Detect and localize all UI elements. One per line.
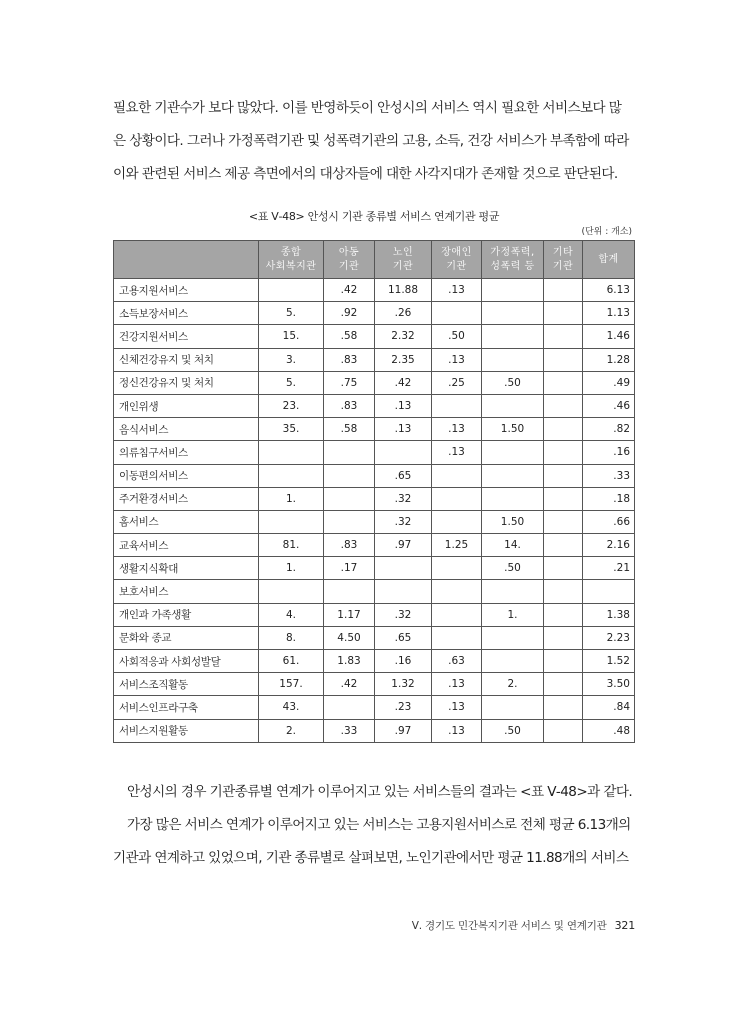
row-label-cell: 고용지원서비스 [114,279,259,302]
table-row [114,371,635,394]
table-cell: 2. [482,673,544,696]
table-cell: 1.50 [482,418,544,441]
table-cell: .42 [324,279,375,302]
table-cell [544,441,583,464]
row-label-cell: 건강지원서비스 [114,325,259,348]
row-label-cell: 개인위생 [114,394,259,417]
column-header [375,241,432,279]
table-cell: .66 [583,510,635,533]
table-row [114,719,635,742]
table-cell: 1.17 [324,603,375,626]
table-cell: .50 [482,557,544,580]
table-caption: <표 Ⅴ-48> 안성시 기관 종류별 서비스 연계기관 평균 [248,210,500,223]
table-cell: .17 [324,557,375,580]
table-cell [544,534,583,557]
table-cell [544,510,583,533]
table-cell: 61. [259,650,324,673]
table-cell: .65 [375,626,432,649]
table-cell [544,464,583,487]
table-cell: 1.83 [324,650,375,673]
table-cell [324,580,375,603]
table-row [114,673,635,696]
table-cell: 11.88 [375,279,432,302]
table-cell: .16 [375,650,432,673]
table-cell: .21 [583,557,635,580]
column-header-line2: 기관 [392,260,414,272]
table-unit-label: (단위 : 개소) [581,227,632,237]
table-cell [482,302,544,325]
row-label-cell: 교육서비스 [114,534,259,557]
table-cell [482,650,544,673]
column-header-line1: 장애인 [441,246,472,258]
table-cell [544,696,583,719]
table-cell: 2. [259,719,324,742]
table-cell [259,510,324,533]
table-row [114,418,635,441]
table-cell: .33 [324,719,375,742]
table-cell [432,603,482,626]
table-cell: .32 [375,510,432,533]
table-cell [482,696,544,719]
table-cell: 1.38 [583,603,635,626]
table-cell: 1.50 [482,510,544,533]
table-cell [544,719,583,742]
table-cell [544,626,583,649]
table-cell [259,279,324,302]
table-row [114,487,635,510]
table-cell: .13 [432,719,482,742]
row-label-cell: 의류침구서비스 [114,441,259,464]
table-cell: 2.23 [583,626,635,649]
table-cell: 15. [259,325,324,348]
table-cell: .23 [375,696,432,719]
column-header [259,241,324,279]
table-cell: 1.25 [432,534,482,557]
table-cell [482,325,544,348]
text-line: 안성시의 경우 기관종류별 연계가 이루어지고 있는 서비스들의 결과는 <표 Ⅴ-48>과 같다. [127,784,633,800]
table-cell: .13 [432,441,482,464]
table-cell: 81. [259,534,324,557]
table-cell: .13 [432,696,482,719]
table-cell [324,510,375,533]
column-header-line2: 사회복지관 [265,260,317,272]
table-cell: .48 [583,719,635,742]
table-cell: 3. [259,348,324,371]
row-label-cell: 정신건강유지 및 처치 [114,371,259,394]
table-cell: .32 [375,603,432,626]
row-label-cell: 서비스조직활동 [114,673,259,696]
table-cell: 4.50 [324,626,375,649]
table-cell [482,626,544,649]
table-cell: .42 [375,371,432,394]
table-cell: 157. [259,673,324,696]
table-cell [432,464,482,487]
table-cell [375,580,432,603]
column-header-line1: 종합 [280,246,302,258]
table-cell: .82 [583,418,635,441]
text-line: 기관과 연계하고 있었으며, 기관 종류별로 살펴보면, 노인기관에서만 평균 11.88개의 서비스 [113,850,629,866]
table-row [114,557,635,580]
row-label-cell: 생활지식확대 [114,557,259,580]
table-cell [482,487,544,510]
column-header [114,241,259,279]
table-cell: 1. [259,557,324,580]
table-cell: .13 [375,418,432,441]
table-cell: 35. [259,418,324,441]
table-cell: .26 [375,302,432,325]
table-cell [432,580,482,603]
table-cell [544,673,583,696]
table-cell: .65 [375,464,432,487]
table-cell [544,325,583,348]
table-cell [544,603,583,626]
table-cell: .13 [375,394,432,417]
column-header [544,241,583,279]
table-cell [324,464,375,487]
body-paragraph-bottom [113,776,635,875]
table-cell [432,487,482,510]
table-cell: .84 [583,696,635,719]
footer-section-title: Ⅴ. 경기도 민간복지기관 서비스 및 연계기관 [411,920,607,932]
table-cell: .92 [324,302,375,325]
table-body [114,279,635,743]
row-label-cell: 이동편의서비스 [114,464,259,487]
text-line: 가장 많은 서비스 연계가 이루어지고 있는 서비스는 고용지원서비스로 전체 평균 6.13개의 [127,817,631,833]
table-cell [544,650,583,673]
table-cell: 1. [259,487,324,510]
table-row [114,441,635,464]
table-cell: 6.13 [583,279,635,302]
table-cell: 2.16 [583,534,635,557]
table-cell [482,441,544,464]
table-cell [544,371,583,394]
table-cell: .58 [324,418,375,441]
table-cell [259,441,324,464]
table-cell: .13 [432,418,482,441]
column-header-line2: 기관 [446,260,467,272]
table-cell: 3.50 [583,673,635,696]
table-cell: .83 [324,394,375,417]
column-header [482,241,544,279]
table-cell [544,394,583,417]
column-header-line1: 합계 [598,253,619,265]
table-cell: .32 [375,487,432,510]
table-cell [375,557,432,580]
page-number: 321 [614,919,635,932]
row-label-cell: 서비스지원활동 [114,719,259,742]
table-cell [544,580,583,603]
table-cell: .25 [432,371,482,394]
table-row [114,348,635,371]
table-cell: .33 [583,464,635,487]
row-label-cell: 소득보장서비스 [114,302,259,325]
table-row [114,696,635,719]
table-cell: .83 [324,348,375,371]
table-row [114,580,635,603]
table-cell [482,348,544,371]
table-cell: .83 [324,534,375,557]
row-label-cell: 사회적응과 사회성발달 [114,650,259,673]
text-line: 은 상황이다. 그러나 가정폭력기관 및 성폭력기관의 고용, 소득, 건강 서비스가 부족함에 따라 [113,133,629,149]
table-row [114,302,635,325]
column-header [583,241,635,279]
column-header-line2: 기관 [552,260,574,272]
table-cell: 43. [259,696,324,719]
table-cell [544,279,583,302]
table-cell [482,279,544,302]
table-header-row [114,241,635,279]
table-cell: .46 [583,394,635,417]
table-row [114,394,635,417]
column-header-line1: 기타 [552,246,574,258]
table-cell [259,464,324,487]
table-cell: .75 [324,371,375,394]
row-label-cell: 개인과 가족생활 [114,603,259,626]
text-line: 이와 관련된 서비스 제공 측면에서의 대상자들에 대한 사각지대가 존재할 것으로 판단된다. [113,166,618,182]
table-cell: .13 [432,673,482,696]
table-cell [544,557,583,580]
table-cell: 4. [259,603,324,626]
table-cell: .18 [583,487,635,510]
column-header-line1: 아동 [338,246,360,258]
table-cell: 14. [482,534,544,557]
table-cell: 5. [259,302,324,325]
column-header [324,241,375,279]
table-cell: .50 [432,325,482,348]
table-row [114,279,635,302]
table-cell: 5. [259,371,324,394]
table-cell: .50 [482,371,544,394]
table-cell [432,626,482,649]
row-label-cell: 신체건강유지 및 처치 [114,348,259,371]
table-row [114,650,635,673]
table-cell: .42 [324,673,375,696]
column-header-line2: 기관 [338,260,360,272]
row-label-cell: 주거환경서비스 [114,487,259,510]
table-cell [324,487,375,510]
table-cell [432,302,482,325]
table-cell [324,696,375,719]
table-cell [432,394,482,417]
table-cell: 23. [259,394,324,417]
table-cell [375,441,432,464]
table-cell [544,418,583,441]
row-label-cell: 문화와 종교 [114,626,259,649]
table-cell: 2.35 [375,348,432,371]
table-cell: 1.46 [583,325,635,348]
body-paragraph-top [113,92,635,191]
row-label-cell: 보호서비스 [114,580,259,603]
column-header-line1: 노인 [392,246,414,258]
table-cell: 8. [259,626,324,649]
table-row [114,534,635,557]
table-cell [583,580,635,603]
table-cell: .97 [375,719,432,742]
row-label-cell: 홈서비스 [114,510,259,533]
table-cell: 1.32 [375,673,432,696]
row-label-cell: 서비스인프라구축 [114,696,259,719]
row-label-cell: 음식서비스 [114,418,259,441]
table-cell: 1. [482,603,544,626]
table-cell: 1.13 [583,302,635,325]
text-line: 필요한 기관수가 보다 많았다. 이를 반영하듯이 안성시의 서비스 역시 필요한 서비스보다 많 [113,100,622,116]
table-cell [482,394,544,417]
table-cell [482,580,544,603]
table-cell: .58 [324,325,375,348]
table-cell [432,557,482,580]
service-linkage-table [113,240,635,743]
table-cell [544,487,583,510]
table-cell [544,348,583,371]
table-cell: .63 [432,650,482,673]
table-cell: .97 [375,534,432,557]
table-cell: 2.32 [375,325,432,348]
table-row [114,325,635,348]
table-row [114,626,635,649]
table-row [114,464,635,487]
table-cell: .13 [432,348,482,371]
table-row [114,603,635,626]
table-cell: .16 [583,441,635,464]
table-cell: 1.28 [583,348,635,371]
table-row [114,510,635,533]
table-cell [544,302,583,325]
column-header-line2: 성폭력 등 [490,260,535,272]
table-cell: .50 [482,719,544,742]
table-cell: 1.52 [583,650,635,673]
table-cell [432,510,482,533]
table-cell [259,580,324,603]
column-header [432,241,482,279]
page-footer [412,918,635,933]
table-cell [482,464,544,487]
column-header-line1: 가정폭력, [490,246,535,258]
table-cell: .13 [432,279,482,302]
table-cell [324,441,375,464]
table-cell: .49 [583,371,635,394]
